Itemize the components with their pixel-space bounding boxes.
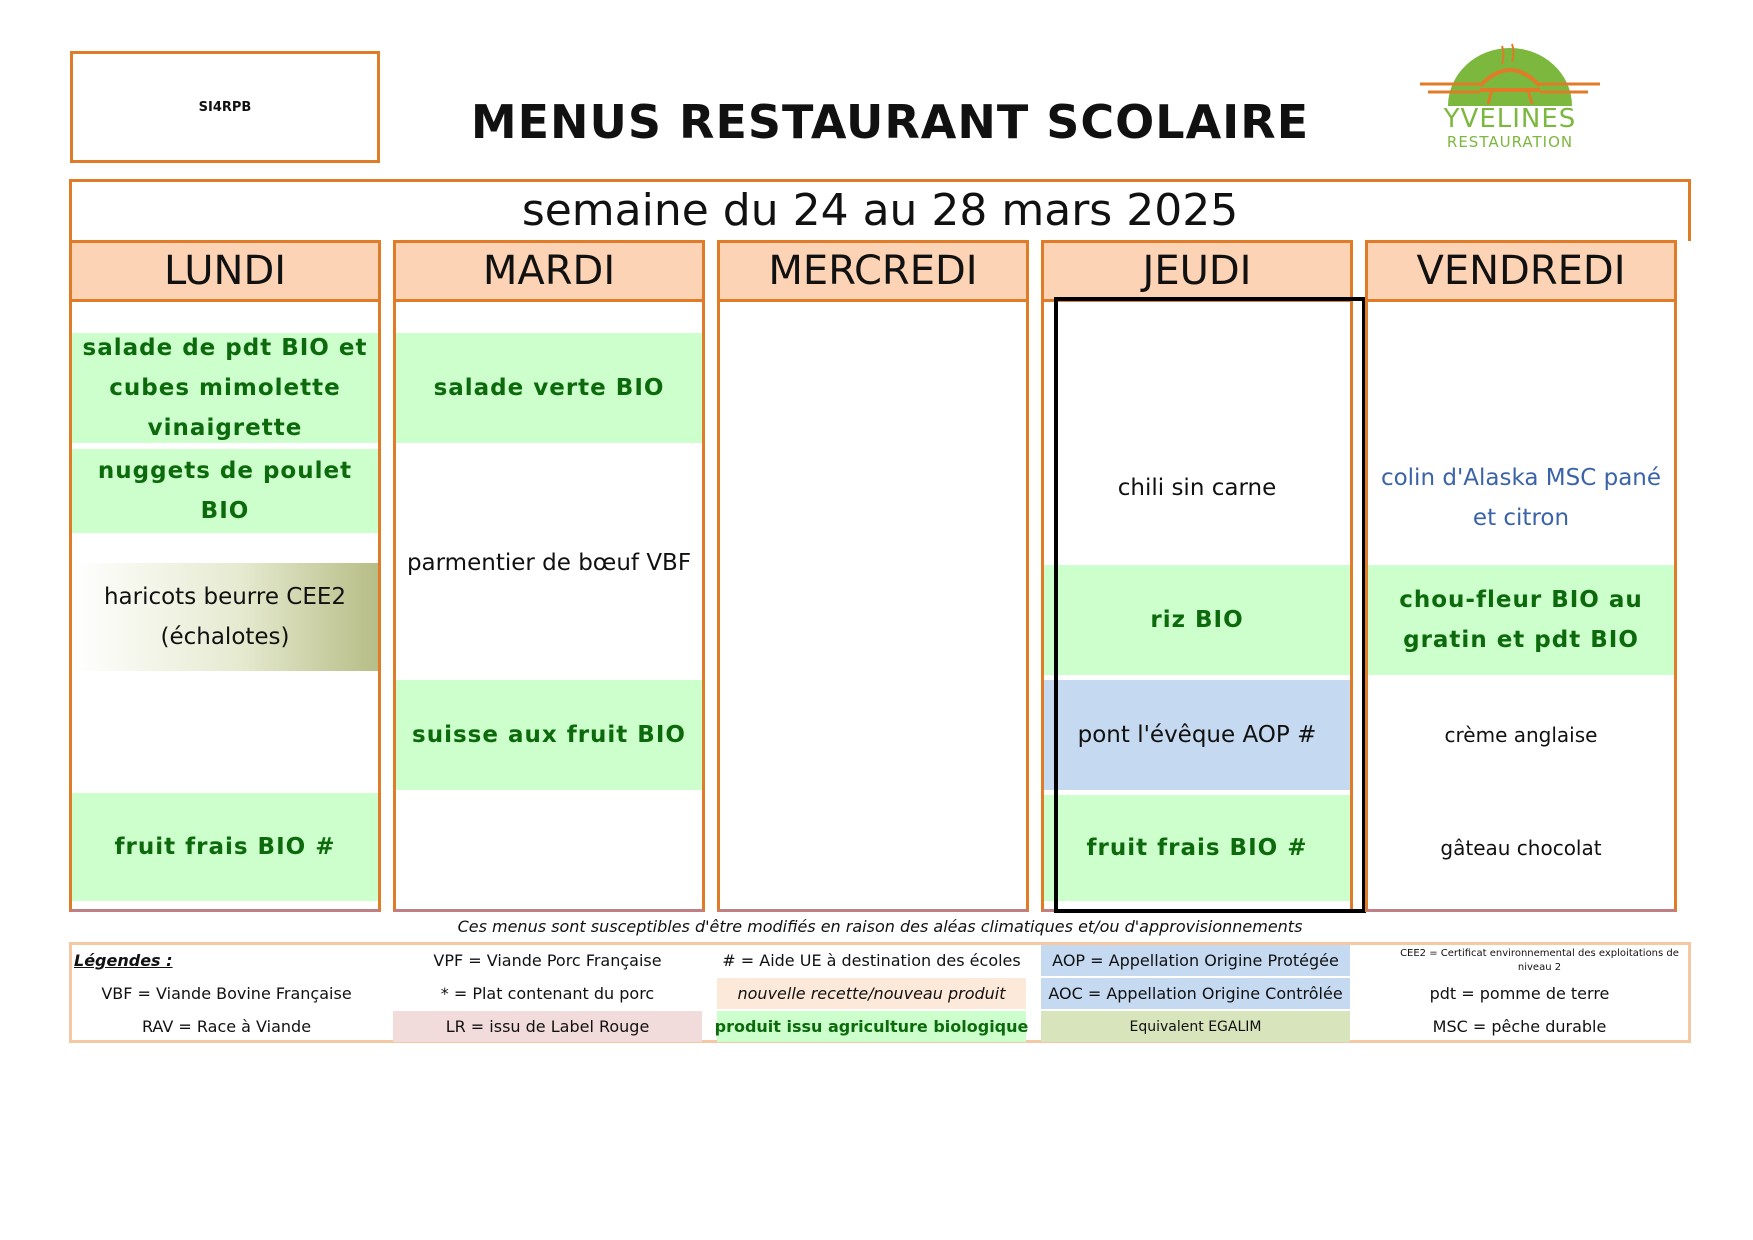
legend-pdt: pdt = pomme de terre	[1429, 984, 1610, 1003]
logo-text-yvelines: YVELINES	[1443, 104, 1577, 134]
legend-porc: * = Plat contenant du porc	[440, 984, 655, 1003]
legend-aoc: AOC = Appellation Origine Contrôlée	[1041, 978, 1350, 1009]
day-column-mardi	[393, 240, 705, 912]
menu-item-main: chili sin carne	[1117, 475, 1277, 501]
legend-egalim: Equivalent EGALIM	[1041, 1011, 1350, 1042]
legend-msc: MSC = pêche durable	[1432, 1017, 1607, 1036]
menu-item-dessert-sauce: crème anglaise	[1444, 723, 1598, 747]
legend-cee2: CEE2 = Certificat environnemental des exploitations de niveau 2	[1400, 947, 1679, 973]
day-header-jeudi: JEUDI	[1044, 243, 1350, 302]
menu-item-dessert: fruit frais BIO #	[72, 793, 378, 901]
legend-lr: LR = issu de Label Rouge	[393, 1011, 702, 1042]
logo-dome-icon	[1420, 34, 1600, 114]
logo-text-restauration: RESTAURATION	[1446, 133, 1574, 151]
day-header-mercredi: MERCREDI	[720, 243, 1026, 302]
day-header-vendredi: VENDREDI	[1368, 243, 1674, 302]
day-column-mercredi	[717, 240, 1029, 912]
week-banner: semaine du 24 au 28 mars 2025	[69, 179, 1691, 241]
day-header-mardi: MARDI	[396, 243, 702, 302]
menu-item-side: riz BIO	[1044, 565, 1350, 675]
legend-nouvelle: nouvelle recette/nouveau produit	[717, 978, 1026, 1009]
legend-aop: AOP = Appellation Origine Protégée	[1041, 945, 1350, 976]
menu-item-dessert: gâteau chocolat	[1440, 836, 1602, 860]
disclaimer-note: Ces menus sont susceptibles d'être modifiés en raison des aléas climatiques et/ou d'approvisionnements	[457, 917, 1303, 936]
legend-rav: RAV = Race à Viande	[141, 1017, 312, 1036]
yvelines-restauration-logo	[1420, 34, 1600, 154]
page-title: MENUS RESTAURANT SCOLAIRE	[470, 95, 1310, 149]
day-column-lundi	[69, 240, 381, 912]
menu-item-main: nuggets de poulet BIO	[72, 449, 378, 533]
menu-item-starter: salade de pdt BIO et cubes mimolette vinaigrette	[72, 333, 378, 443]
legend-vbf: VBF = Viande Bovine Française	[101, 984, 352, 1003]
menu-item-starter: salade verte BIO	[396, 333, 702, 443]
legend-vpf: VPF = Viande Porc Française	[433, 951, 662, 970]
legend-hash: # = Aide UE à destination des écoles	[722, 951, 1021, 970]
today-highlight-frame	[1054, 297, 1366, 913]
establishment-box	[70, 51, 380, 163]
legend-bio: produit issu agriculture biologique	[717, 1011, 1026, 1042]
day-header-lundi: LUNDI	[72, 243, 378, 302]
legend-title: Légendes :	[74, 951, 173, 970]
menu-item-dessert: fruit frais BIO #	[1044, 795, 1350, 901]
menu-item-side: chou-fleur BIO au gratin et pdt BIO	[1368, 565, 1674, 675]
menu-item-main: colin d'Alaska MSC pané et citron	[1380, 465, 1662, 531]
day-column-vendredi	[1365, 240, 1677, 912]
menu-item-side: haricots beurre CEE2 (échalotes)	[72, 563, 378, 671]
establishment-code: SI4RPB	[198, 99, 252, 115]
menu-item-main: parmentier de bœuf VBF	[406, 550, 692, 576]
menu-item-dairy: suisse aux fruit BIO	[396, 680, 702, 790]
menu-item-cheese: pont l'évêque AOP #	[1044, 680, 1350, 790]
legend-box	[69, 942, 1691, 1043]
